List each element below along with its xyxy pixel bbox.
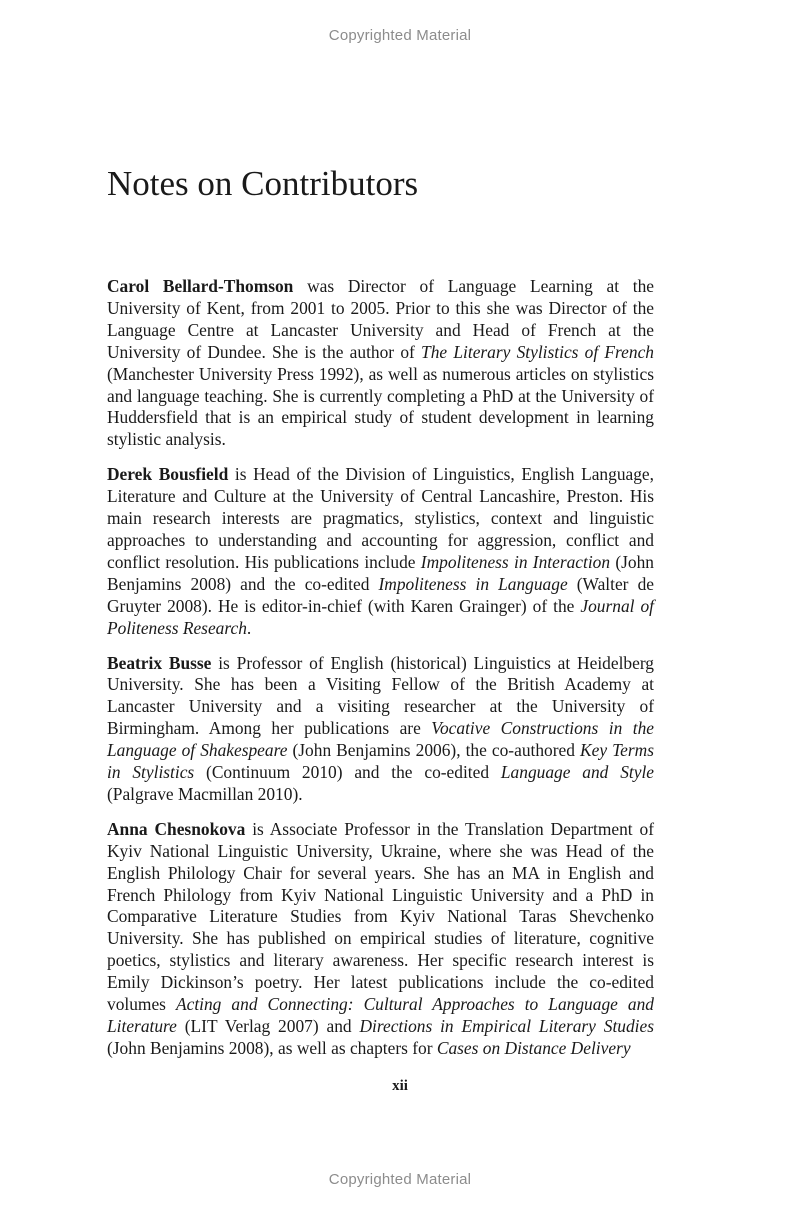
contributor-text: is Head of the Division of Linguistics, English Language, Literature and Culture at the University of Central Lancashire, Preston. His main research interests are pragmatics, stylistics, context and linguistic approaches to understanding and accounting for aggression, conflict and conflict resolution. His publications include: [107, 464, 654, 572]
contributor-entry-chesnokova: [107, 819, 654, 1060]
book-title: Acting and Connecting: Cultural Approaches to Language and Literature: [107, 994, 654, 1036]
book-title: Impoliteness in Language: [378, 573, 568, 594]
contributor-text: (Manchester University Press 1992), as well as numerous articles on stylistics and language teaching. She is currently completing a PhD at the University of Huddersfield that is an empirical study of student development in learning stylistic analysis.: [107, 363, 654, 450]
contributor-text: (John Benjamins 2008), as well as chapters for: [107, 1037, 437, 1058]
contributor-text: is Associate Professor in the Translation Department of Kyiv National Linguistic University, Ukraine, where she was Head of the English Philology Chair for several years. She has an MA in English and French Philology from Kyiv National Linguistic University and a PhD in Comparative Literature Studies from Kyiv National Taras Shevchenko University. She has published on empirical studies of literature, cognitive poetics, stylistics and literary awareness. Her specific research interest is Emily Dickinson’s poetry. Her latest publications include the co-edited volumes: [107, 818, 654, 1015]
contributor-text: .: [246, 617, 252, 638]
contributor-text: (John Benjamins 2008) and the co-edited: [107, 551, 655, 594]
book-title: Language and Style: [500, 762, 655, 783]
book-title: Directions in Empirical Literary Studies: [359, 1016, 655, 1036]
contributor-name: Beatrix Busse: [107, 652, 212, 673]
book-title: The Literary Stylistics of French: [421, 341, 654, 362]
contributor-entry-busse: [107, 653, 654, 806]
contributor-text: (Palgrave Macmillan 2010).: [107, 783, 303, 804]
contributor-text: (LIT Verlag 2007) and: [176, 1016, 360, 1036]
contributor-name: Carol Bellard-Thomson: [107, 276, 294, 296]
contributor-text: was Director of Language Learning at the University of Kent, from 2001 to 2005. Prior to this she was Director of the Language Centre at Lancaster University and Head of French at the University of Dundee. She is the author of: [107, 276, 655, 362]
book-title: Vocative Constructions in the Language of Shakespeare: [107, 718, 654, 761]
book-title: Cases on Distance Delivery: [436, 1037, 631, 1058]
journal-title: Journal of Politeness Research: [107, 595, 654, 638]
book-title: Impoliteness in Interaction: [420, 551, 611, 572]
copyright-watermark-bottom: Copyrighted Material: [328, 1171, 472, 1188]
contributor-name: Anna Chesnokova: [107, 818, 246, 839]
contributor-text: (John Benjamins 2006), the co-authored: [287, 740, 580, 761]
page-number: xii: [392, 1078, 408, 1094]
contributor-text: (Walter de Gruyter 2008). He is editor-in-chief (with Karen Grainger) of the: [107, 573, 654, 616]
page-title: Notes on Contributors: [107, 164, 419, 203]
contributor-name: Derek Bousfield: [107, 464, 229, 485]
contributor-entry-bousfield: [107, 464, 654, 639]
contributor-entry-bellard-thomson: [107, 276, 654, 451]
contributor-text: (Continuum 2010) and the co-edited: [194, 762, 501, 783]
copyright-watermark-top: Copyrighted Material: [328, 27, 472, 44]
contributor-text: is Professor of English (historical) Linguistics at Heidelberg University. She has been a Visiting Fellow of the British Academy at Lancaster University and a visiting researcher at the University of Birmingham. Among her publications are: [107, 652, 654, 739]
book-title: Key Terms in Stylistics: [107, 740, 654, 783]
contributor-list: [107, 276, 654, 1073]
